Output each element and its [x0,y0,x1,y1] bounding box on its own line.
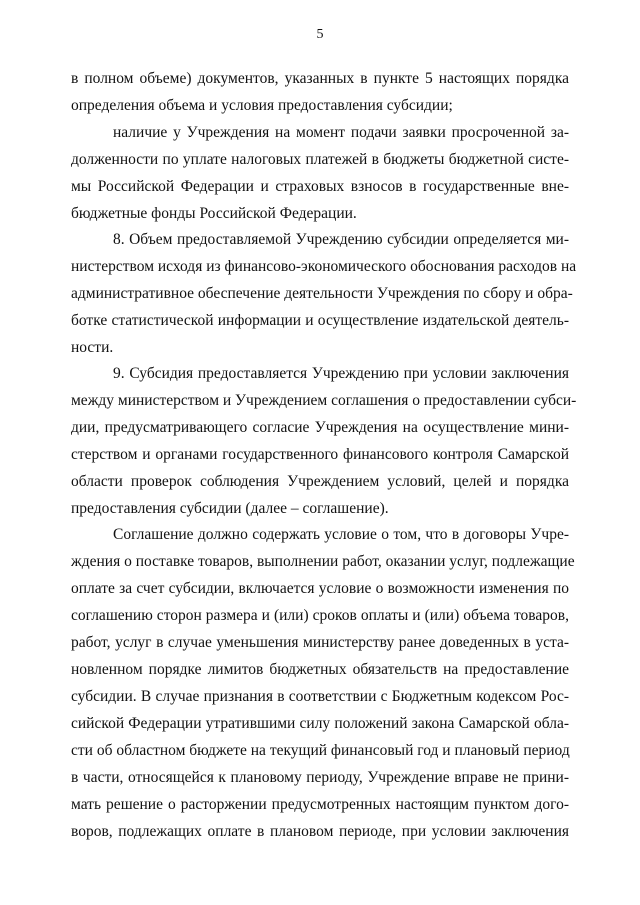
text-line: сти об областном бюджете на текущий финансовый год и плановый период [71,742,570,759]
text-line: сийской Федерации утратившими силу положений закона Самарской обла- [71,715,569,732]
text-line: определения объема и условия предоставления субсидии; [71,97,453,114]
text-line: бюджетные фонды Российской Федерации. [71,205,357,222]
text-line: области проверок соблюдения Учреждением условий, целей и порядка [71,473,569,490]
text-line: соглашению сторон размера и (или) сроков оплаты и (или) объема товаров, [71,607,569,624]
text-line: Соглашение должно содержать условие о том, что в договоры Учре- [113,526,569,543]
text-line: ности. [71,339,114,356]
text-line: наличие у Учреждения на момент подачи заявки просроченной за- [113,124,569,141]
text-line: работ, услуг в случае уменьшения министерству ранее доведенных в уста- [71,634,569,651]
text-line: в части, относящейся к плановому периоду, Учреждение вправе не прини- [71,769,569,786]
text-line: мы Российской Федерации и страховых взносов в государственные вне- [71,178,569,195]
text-line: долженности по уплате налоговых платежей в бюджеты бюджетной систе- [71,151,569,168]
text-line: 8. Объем предоставляемой Учреждению субсидии определяется ми- [113,231,569,248]
text-line: субсидии. В случае признания в соответствии с Бюджетным кодексом Рос- [71,688,569,705]
text-line: предоставления субсидии (далее – соглашение). [71,500,389,517]
text-line: 9. Субсидия предоставляется Учреждению при условии заключения [113,365,569,382]
text-line: ждения о поставке товаров, выполнении работ, оказании услуг, подлежащие [71,553,575,570]
text-line: нистерством исходя из финансово-экономического обоснования расходов на [71,258,577,275]
text-line: в полном объеме) документов, указанных в пункте 5 настоящих порядка [71,70,569,87]
text-line: новленном порядке лимитов бюджетных обязательств на предоставление [71,661,569,678]
text-line: стерством и органами государственного финансового контроля Самарской [71,446,569,463]
text-line: ботке статистической информации и осуществление издательской деятель- [71,312,569,329]
page-number: 5 [316,27,324,42]
text-line: воров, подлежащих оплате в плановом периоде, при условии заключения [71,823,569,840]
text-line: между министерством и Учреждением соглашения о предоставлении субси- [71,392,577,409]
text-line: административное обеспечение деятельности Учреждения по сбору и обра- [71,285,573,302]
text-line: мать решение о расторжении предусмотренных настоящим пунктом дого- [71,796,569,813]
text-line: дии, предусматривающего согласие Учреждения на осуществление мини- [71,419,569,436]
text-line: оплате за счет субсидии, включается условие о возможности изменения по [71,580,569,597]
